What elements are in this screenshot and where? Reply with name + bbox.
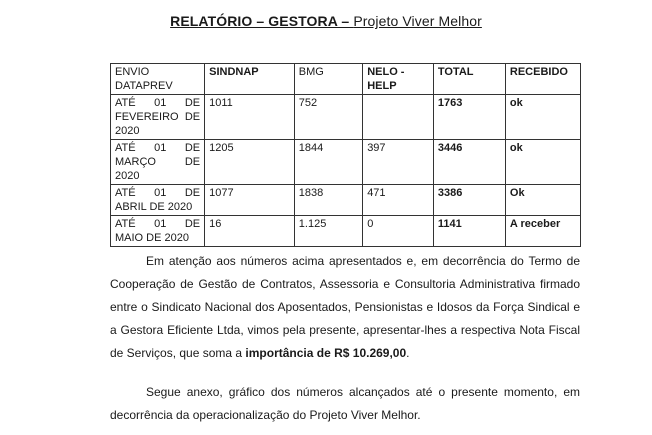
cell-total: 1141 bbox=[433, 216, 505, 247]
paragraph-invoice bbox=[110, 250, 580, 365]
table-row bbox=[111, 185, 581, 216]
cell-envio: ATÉ 01 DE MAIO DE 2020 bbox=[111, 216, 205, 247]
cell-total: 3386 bbox=[433, 185, 505, 216]
cell-bmg: 1844 bbox=[294, 140, 362, 185]
table-row bbox=[111, 95, 581, 140]
table-row bbox=[111, 140, 581, 185]
cell-sindnap: 1205 bbox=[205, 140, 295, 185]
cell-nelo-help: 397 bbox=[363, 140, 434, 185]
cell-sindnap: 1077 bbox=[205, 185, 295, 216]
report-title bbox=[0, 13, 652, 29]
cell-recebido: ok bbox=[505, 95, 580, 140]
paragraph-invoice-end: . bbox=[406, 346, 410, 360]
paragraph-attachment bbox=[110, 381, 580, 427]
header-total: TOTAL bbox=[433, 64, 505, 95]
cell-envio: ATÉ 01 DE ABRIL DE 2020 bbox=[111, 185, 205, 216]
paragraph-invoice-text: Em atenção aos números acima apresentados e, em decorrência do Termo de Cooperação de Gestão de Contratos, Assessoria e Consultoria Administrativa firmado entre o Sindicato Nacional dos Aposentados, Pensionistas e Idosos da Força Sindical e a Gestora Eficiente Ltda, vimos pela presente, apresentar-lhes a respectiva Nota Fiscal de Serviços, que soma a bbox=[110, 254, 580, 360]
header-recebido: RECEBIDO bbox=[505, 64, 580, 95]
table-row bbox=[111, 216, 581, 247]
cell-recebido: A receber bbox=[505, 216, 580, 247]
header-envio-dataprev: ENVIO DATAPREV bbox=[111, 64, 205, 95]
cell-total: 1763 bbox=[433, 95, 505, 140]
header-nelo-help: NELO - HELP bbox=[363, 64, 434, 95]
cell-nelo-help: 471 bbox=[363, 185, 434, 216]
cell-bmg: 752 bbox=[294, 95, 362, 140]
report-title-main: RELATÓRIO – GESTORA – bbox=[170, 13, 354, 29]
cell-envio: ATÉ 01 DE MARÇO DE 2020 bbox=[111, 140, 205, 185]
cell-total: 3446 bbox=[433, 140, 505, 185]
cell-nelo-help: 0 bbox=[363, 216, 434, 247]
header-bmg: BMG bbox=[294, 64, 362, 95]
cell-recebido: ok bbox=[505, 140, 580, 185]
cell-nelo-help bbox=[363, 95, 434, 140]
cell-bmg: 1.125 bbox=[294, 216, 362, 247]
invoice-amount: importância de R$ 10.269,00 bbox=[245, 346, 407, 360]
report-title-project: Projeto Viver Melhor bbox=[353, 13, 482, 29]
cell-bmg: 1838 bbox=[294, 185, 362, 216]
cell-envio: ATÉ 01 DE FEVEREIRO DE 2020 bbox=[111, 95, 205, 140]
paragraph-attachment-text: Segue anexo, gráfico dos números alcançados até o presente momento, em decorrência da operacionalização do Projeto Viver Melhor. bbox=[110, 385, 580, 422]
table-header-row bbox=[111, 64, 581, 95]
cell-sindnap: 1011 bbox=[205, 95, 295, 140]
cell-recebido: Ok bbox=[505, 185, 580, 216]
report-table bbox=[110, 63, 581, 247]
header-sindnap: SINDNAP bbox=[205, 64, 295, 95]
cell-sindnap: 16 bbox=[205, 216, 295, 247]
